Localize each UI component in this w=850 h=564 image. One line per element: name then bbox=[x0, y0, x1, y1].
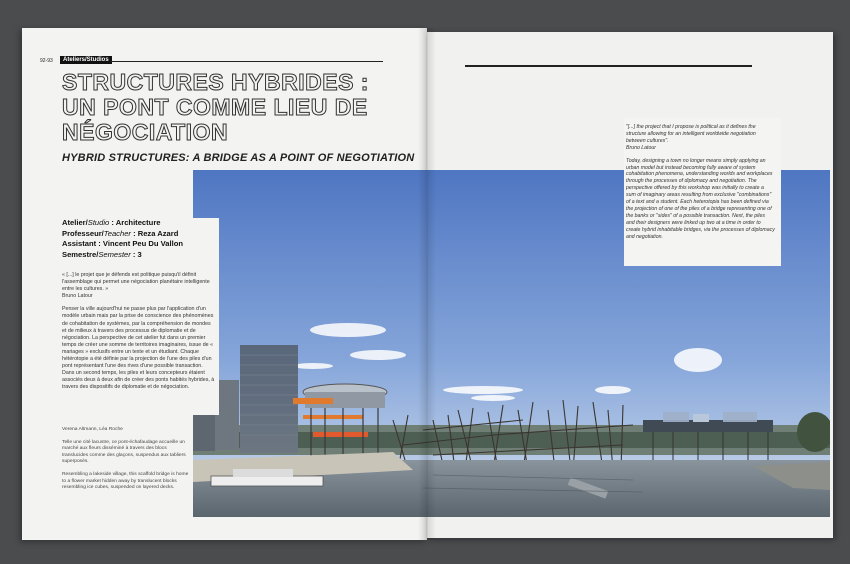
paragraph-fr: Penser la ville aujourd'hui ne passe plus par l'application d'un modèle urbain mais par la prise de conscience des phénomènes de cohabitation de systèmes, par la compréhension de mondes et de milieux à travers des processus de diplomatie et de négociation. La perspective de cet atelier fut dans un premier temps de créer une somme de territoires imaginaires, issue de « mariages » exclusifs entre un texte et un étudiant. Chaque hétérotopie a été définie par la projection de l'une des piles d'un pont représentant l'une des rives d'une possible transaction. Dans un second temps, les piles et leurs concepteurs étaient associés deux à deux afin de créer des ponts habités hybrides, à travers des dispositifs de diplomatie et de négociation. bbox=[62, 306, 215, 391]
title-line-3: NÉGOCIATION bbox=[62, 119, 229, 145]
caption-en: Resembling a lakeside village, this scaffold bridge is home to a flower market hidden away by translucent blocks resembling ice cubes, suspended on layered decks. bbox=[62, 471, 189, 491]
credit-semester: Semestre/Semester : 3 bbox=[62, 249, 142, 259]
credit-atelier: Atelier/Studio : Architecture bbox=[62, 218, 161, 227]
body-text-en bbox=[624, 118, 781, 266]
article-title bbox=[62, 70, 392, 145]
body-text-fr bbox=[56, 270, 219, 415]
photo-captions bbox=[56, 415, 193, 515]
section-tag: Ateliers/Studios bbox=[60, 56, 112, 64]
page-numbers: 92-93 bbox=[40, 58, 53, 64]
paragraph-en: Today, designing a town no longer means simply applying an urban model but instead becoming fully aware of system cohabitation phenomena, understanding worlds and workplaces through the processes of diplomacy and negotiation. The perspective offered by this workshop was initially to create a sum of imaginary areas resulting from exclusive "combinations" of a text and a student. Each heterotopia has been defined via the projection of one of the piles of a bridge representing one of the banks or "sides" of a possible transaction. Next, the piles and their designers were linked up two at a time in order to create hybrid inhabitable bridges, via the processes of diplomacy and negotiation. bbox=[626, 157, 775, 240]
top-rule-left bbox=[110, 61, 383, 62]
article-subtitle: HYBRID STRUCTURES: A BRIDGE AS A POINT OF NEGOTIATION bbox=[62, 152, 415, 164]
caption-authors: Verena Altmann, Léa Roche bbox=[62, 427, 123, 432]
credit-professor: Professeur/Teacher : Reza Azard bbox=[62, 228, 179, 238]
quote-fr: « [...] le projet que je défends est politique puisqu'il définit l'assemblage qui permet une négociation planétaire intelligente entre les cultures. » Bruno Latour bbox=[62, 272, 210, 300]
quote-en: "[...] the project that I propose is political as it defines the structure allowing for an intelligent worldwide negotiation between cultures". Bruno Latour bbox=[626, 124, 756, 151]
credits-block bbox=[56, 218, 219, 270]
title-line-1: STRUCTURES HYBRIDES : bbox=[62, 69, 369, 95]
caption-fr: Telle une cité lacustre, ce pont-échafaudage accueille un marché aux fleurs disséminé à travers des blocs translucides comme des glaçons, suspendus aux tabliers superposés. bbox=[62, 439, 186, 465]
credit-assistant: Assistant : Vincent Peu Du Vallon bbox=[62, 239, 183, 248]
top-rule-right bbox=[465, 65, 752, 67]
title-line-2: UN PONT COMME LIEU DE bbox=[62, 94, 368, 120]
